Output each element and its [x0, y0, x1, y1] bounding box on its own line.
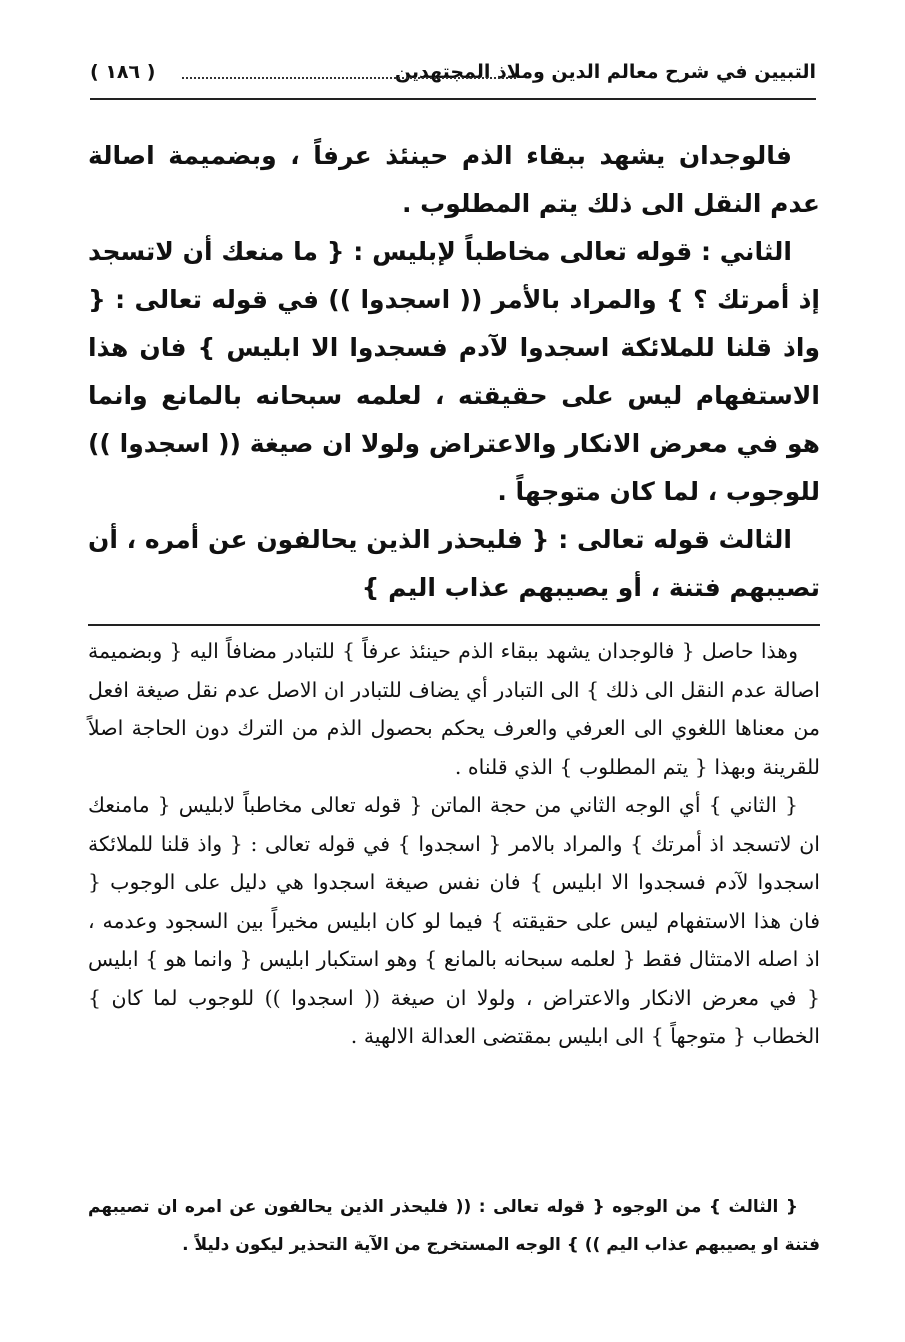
page-number: ( ١٨٦ ): [90, 61, 156, 83]
main-paragraph-3: الثالث قوله تعالى : { فليحذر الذين يحالفون عن أمره ، أن تصيبهم فتنة ، أو يصيبهم عذاب اليم }: [88, 525, 820, 602]
running-header: [90, 46, 816, 100]
main-text: [88, 132, 820, 612]
commentary-paragraph-1: وهذا حاصل { فالوجدان يشهد ببقاء الذم حينئذ عرفاً } للتبادر مضافاً اليه { وبضميمة اصالة عدم النقل الى ذلك } الى التبادر أي يضاف للتبادر ان الاصل عدم نقل صيغة افعل من معناها اللغوي الى العرفي والعرف يحكم بحصول الذم من الترك دون الحاجة اصلاً للقرينة وبهذا { يتم المطلوب } الذي قلناه .: [88, 639, 820, 779]
commentary-paragraph-2: { الثاني } أي الوجه الثاني من حجة الماتن { قوله تعالى مخاطباً لابليس { مامنعك ان لاتسجد اذ أمرتك } والمراد بالامر { اسجدوا } في قوله تعالى : { واذ قلنا للملائكة اسجدوا لآدم فسجدوا الا ابليس } فان نفس صيغة اسجدوا هي دليل على الوجوب { فان هذا الاستفهام ليس على حقيقته } فيما لو كان ابليس مخيراً بين السجود وعدمه ، اذ اصله الامتثال فقط { لعلمه سبحانه بالمانع } وهو استكبار ابليس { وانما هو } ابليس { في معرض الانكار والاعتراض ، ولولا ان صيغة (( اسجدوا )) للوجوب لما كان } الخطاب { متوجهاً } الى ابليس بمقتضى العدالة الالهية .: [88, 793, 820, 1048]
leader-dots: [182, 77, 516, 79]
closing-paragraph: { الثالث } من الوجوه { قوله تعالى : (( فليحذر الذين يحالفون عن امره ان تصيبهم فتنة او يصيبهم عذاب اليم )) } الوجه المستخرج من الآية التحذير ليكون دليلاً .: [88, 1197, 820, 1255]
book-title: التبيين في شرح معالم الدين وملاذ المجتهدين: [394, 61, 816, 83]
main-paragraph-2: الثاني : قوله تعالى مخاطباً لإبليس : { ما منعك أن لاتسجد إذ أمرتك ؟ } والمراد بالأمر (( اسجدوا )) في قوله تعالى : { واذ قلنا للملائكة اسجدوا لآدم فسجدوا الا ابليس } فان هذا الاستفهام ليس على حقيقته ، لعلمه سبحانه بالمانع وانما هو في معرض الانكار والاعتراض ولولا ان صيغة (( اسجدوا )) للوجوب ، لما كان متوجهاً .: [88, 237, 820, 506]
separator-line: [88, 624, 820, 626]
main-paragraph-1: فالوجدان يشهد ببقاء الذم حينئذ عرفاً ، وبضميمة اصالة عدم النقل الى ذلك يتم المطلوب .: [88, 141, 820, 218]
closing-text: [88, 1188, 820, 1264]
commentary-text: [88, 632, 820, 1056]
